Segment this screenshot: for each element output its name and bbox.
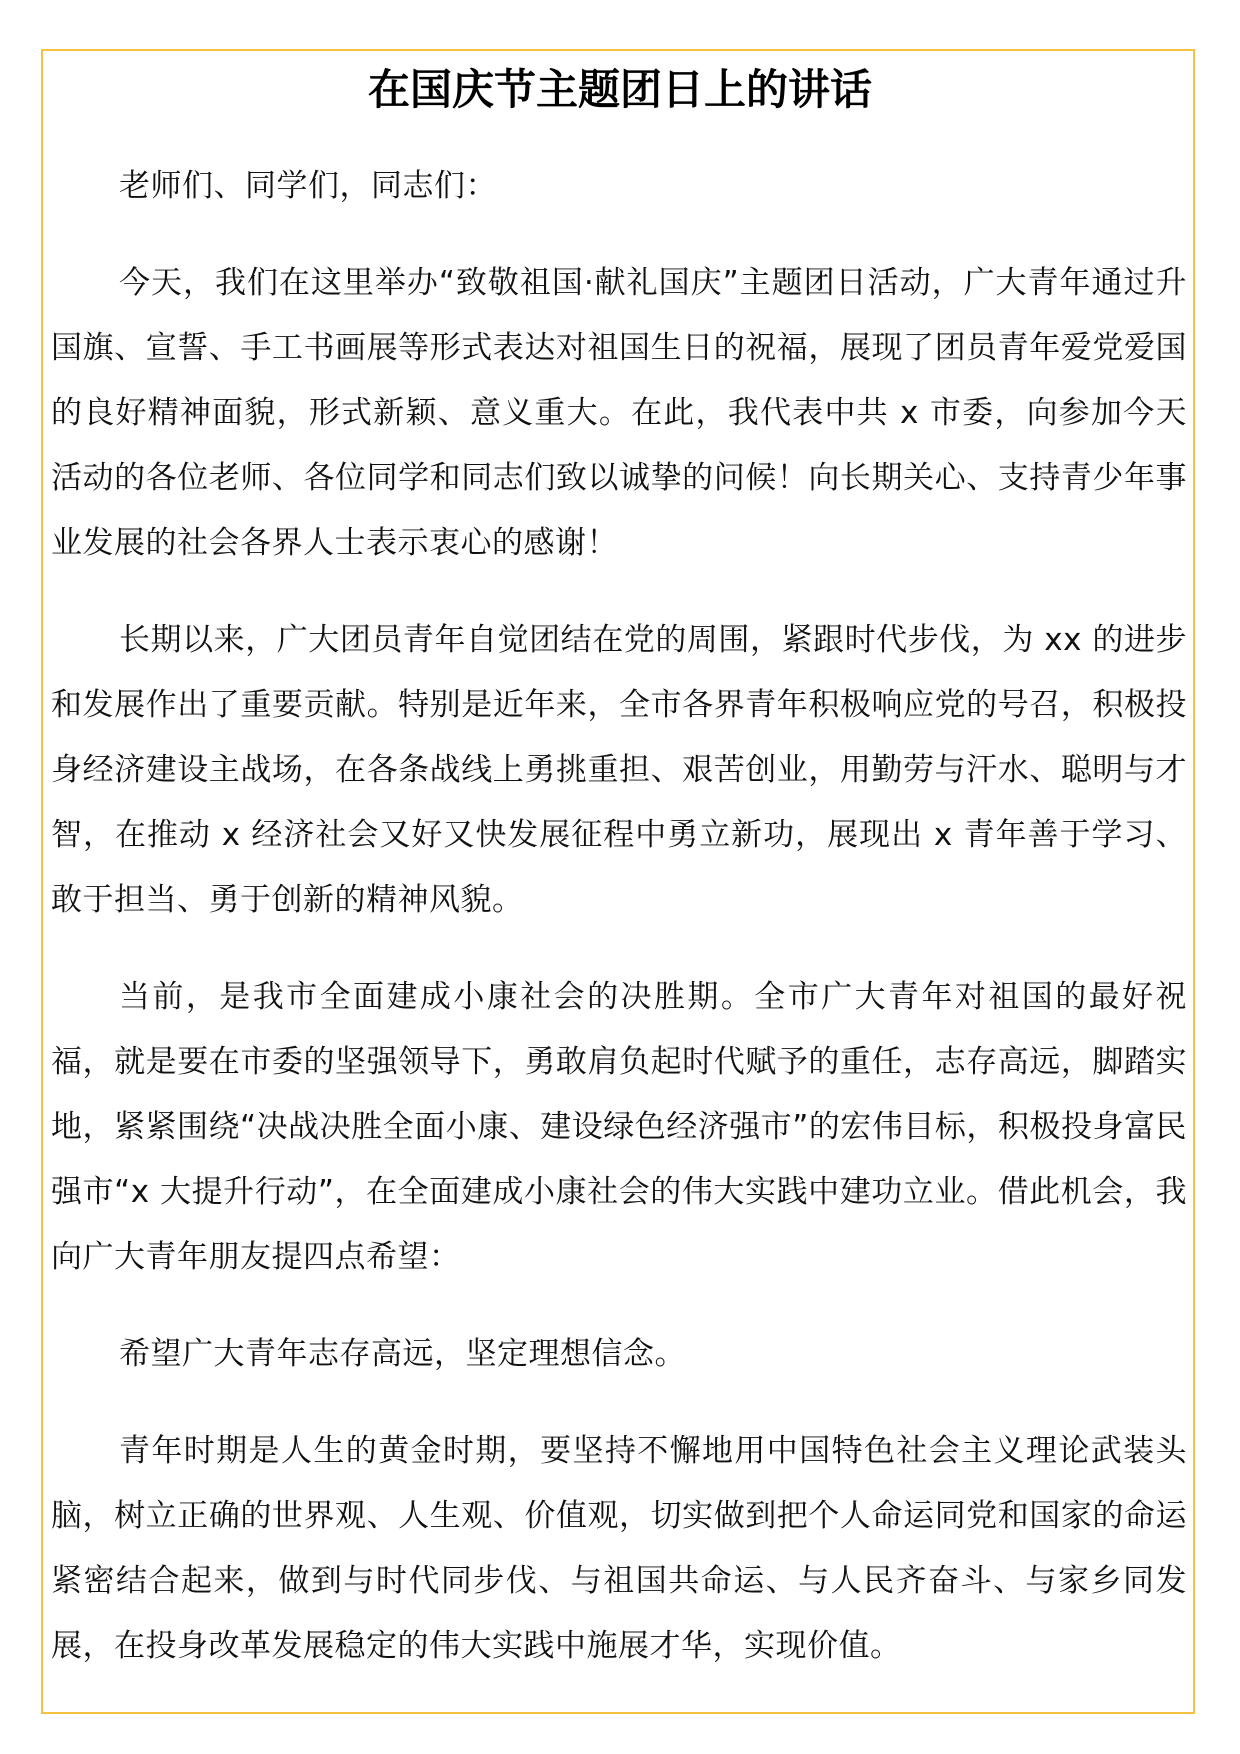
paragraph-hope-detail: 青年时期是人生的黄金时期，要坚持不懈地用中国特色社会主义理论武装头脑，树立正确的世界观、人生观、价值观，切实做到把个人命运同党和国家的命运紧密结合起来，做到与时代同步伐、与祖国共命运、与人民齐奋斗、与家乡同发展，在投身改革发展稳定的伟大实践中施展才华，实现价值。 xyxy=(51,1433,1187,1664)
document-body xyxy=(51,154,1187,1711)
document-title: 在国庆节主题团日上的讲话 xyxy=(367,65,872,114)
paragraph-hope-heading: 希望广大青年志存高远，坚定理想信念。 xyxy=(119,1336,686,1372)
paragraph-opening: 今天，我们在这里举办“致敬祖国·献礼国庆”主题团日活动，广大青年通过升国旗、宣誓、手工书画展等形式表达对祖国生日的祝福，展现了团员青年爱党爱国的良好精神面貌，形式新颖、意义重大。在此，我代表中共 x 市委，向参加今天活动的各位老师、各位同学和同志们致以诚挚的问候！向长期关心、支持青少年事业发展的社会各界人士表示衷心的感谢！ xyxy=(51,265,1187,561)
paragraph-salutation: 老师们、同学们，同志们： xyxy=(119,168,497,204)
paragraph-current-situation: 当前，是我市全面建成小康社会的决胜期。全市广大青年对祖国的最好祝福，就是要在市委的坚强领导下，勇敢肩负起时代赋予的重任，志存高远，脚踏实地，紧紧围绕“决战决胜全面小康、建设绿色经济强市”的宏伟目标，积极投身富民强市“x 大提升行动”，在全面建成小康社会的伟大实践中建功立业。借此机会，我向广大青年朋友提四点希望： xyxy=(51,979,1187,1275)
paragraph-achievements: 长期以来，广大团员青年自觉团结在党的周围，紧跟时代步伐，为 xx 的进步和发展作出了重要贡献。特别是近年来，全市各界青年积极响应党的号召，积极投身经济建设主战场，在各条战线上勇挑重担、艰苦创业，用勤劳与汗水、聪明与才智，在推动 x 经济社会又好又快发展征程中勇立新功，展现出 x 青年善于学习、敢于担当、勇于创新的精神风貌。 xyxy=(51,622,1187,918)
